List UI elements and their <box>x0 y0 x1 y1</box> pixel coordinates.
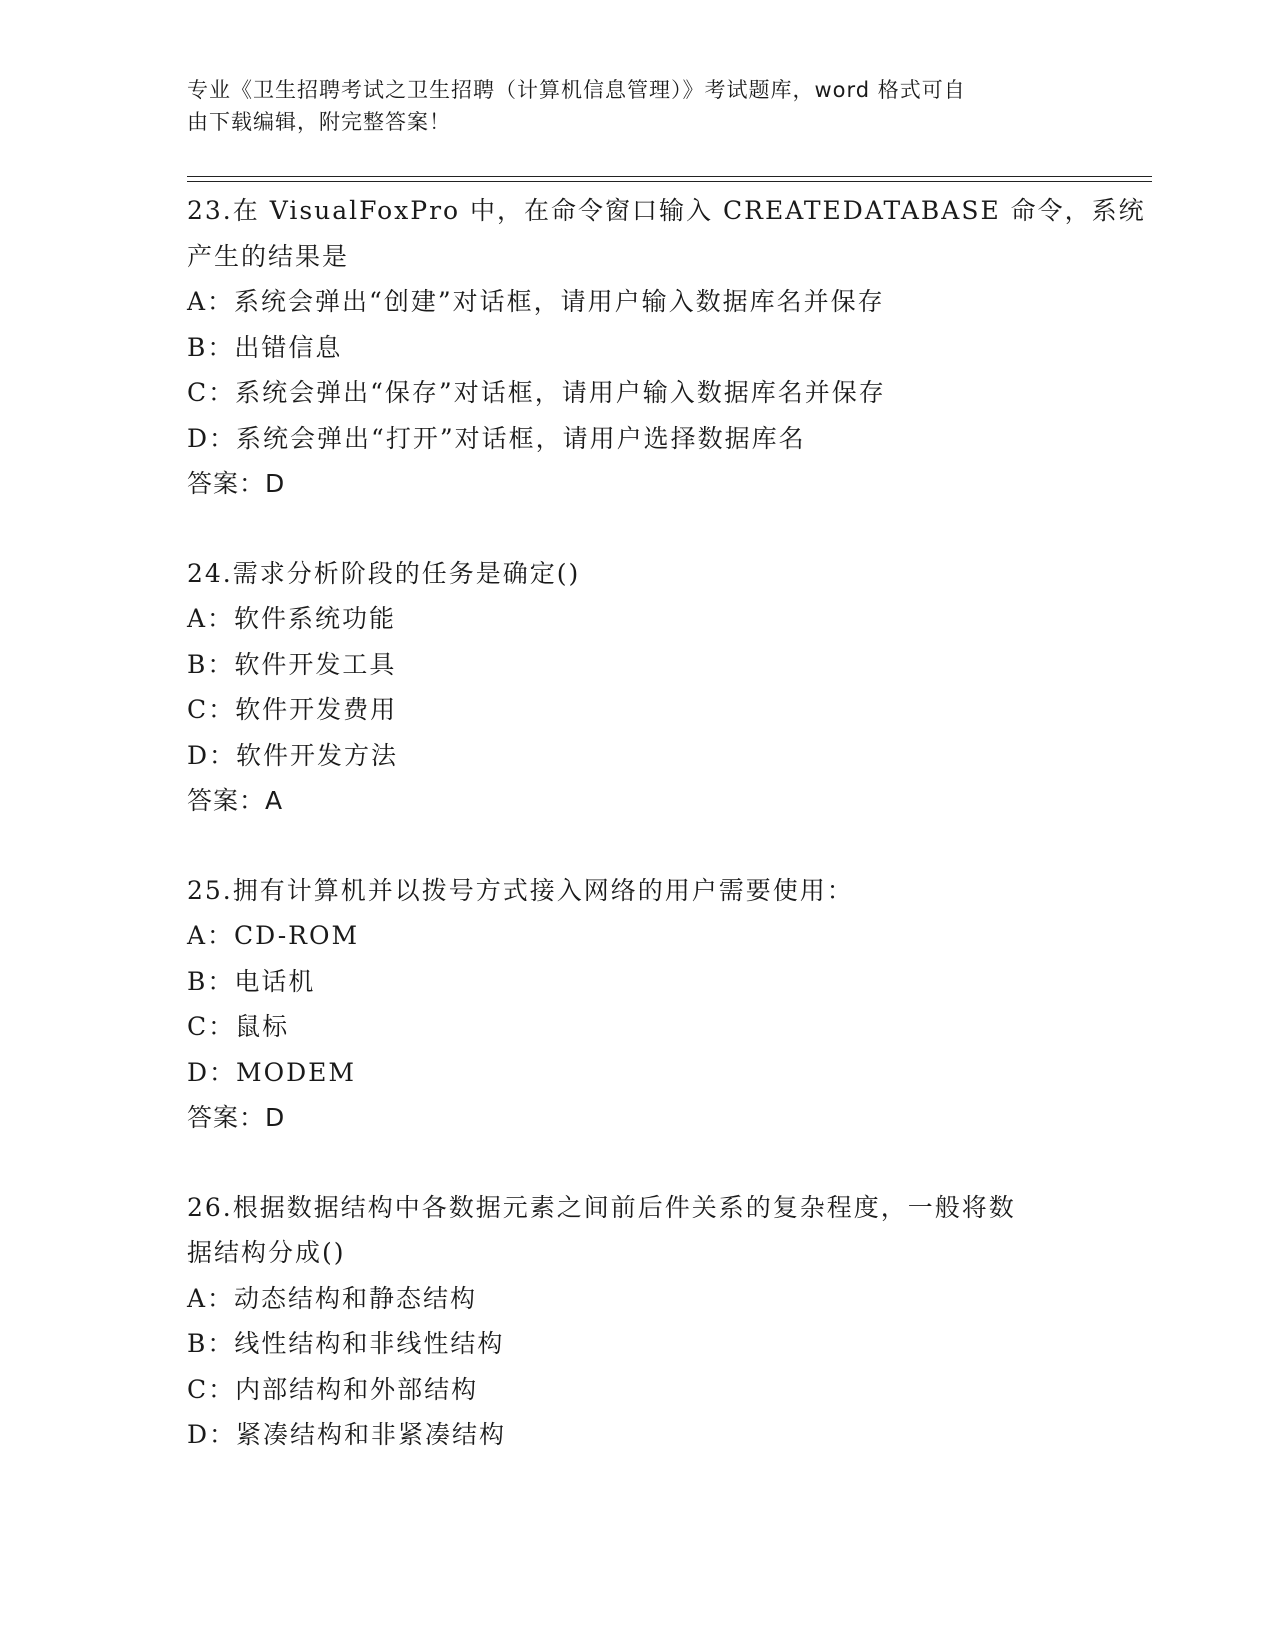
option-c: C：软件开发费用 <box>187 695 398 724</box>
question-stem <box>187 1185 1087 1276</box>
question-stem <box>187 868 1087 914</box>
stem-line: 23.在 VisualFoxPro 中，在命令窗口输入 CREATEDATABASE 命令，系统 <box>187 196 1146 225</box>
header-line-2: 由下载编辑，附完整答案！ <box>187 110 451 134</box>
header-divider-bottom <box>187 181 1152 182</box>
stem-line: 24.需求分析阶段的任务是确定() <box>187 558 581 588</box>
option-d: D：紧凑结构和非紧凑结构 <box>187 1420 507 1449</box>
stem-line: 据结构分成() <box>187 1238 346 1267</box>
option-b: B：线性结构和非线性结构 <box>187 1329 505 1358</box>
option-a: A：软件系统功能 <box>187 604 397 633</box>
answer: 答案：D <box>187 1103 286 1132</box>
header-divider-top <box>187 176 1152 177</box>
question-stem <box>187 551 1087 597</box>
option-a: A：CD-ROM <box>187 921 360 950</box>
question-24 <box>187 551 1087 824</box>
question-26 <box>187 1185 1087 1458</box>
stem-line: 25.拥有计算机并以拨号方式接入网络的用户需要使用： <box>187 875 854 905</box>
option-d: D：系统会弹出“打开”对话框，请用户选择数据库名 <box>187 423 806 453</box>
option-b: B：电话机 <box>187 966 316 996</box>
answer: 答案：A <box>187 786 284 815</box>
header-line-1: 专业《卫生招聘考试之卫生招聘（计算机信息管理）》考试题库，word 格式可自 <box>187 78 966 102</box>
document-header <box>187 74 1067 138</box>
option-a: A：动态结构和静态结构 <box>187 1283 478 1313</box>
option-c: C：系统会弹出“保存”对话框，请用户输入数据库名并保存 <box>187 378 886 407</box>
stem-line: 产生的结果是 <box>187 241 350 271</box>
stem-line: 26.根据数据结构中各数据元素之间前后件关系的复杂程度，一般将数 <box>187 1192 1016 1222</box>
question-23 <box>187 188 1146 507</box>
option-a: A：系统会弹出“创建”对话框，请用户输入数据库名并保存 <box>187 287 885 316</box>
answer: 答案：D <box>187 469 286 498</box>
question-list <box>187 188 1146 1502</box>
option-d: D：MODEM <box>187 1057 357 1087</box>
option-b: B：出错信息 <box>187 332 343 362</box>
option-d: D：软件开发方法 <box>187 740 399 770</box>
question-stem <box>187 188 1146 279</box>
option-c: C：内部结构和外部结构 <box>187 1374 479 1404</box>
option-c: C：鼠标 <box>187 1012 290 1041</box>
option-b: B：软件开发工具 <box>187 649 397 679</box>
question-25 <box>187 868 1087 1141</box>
